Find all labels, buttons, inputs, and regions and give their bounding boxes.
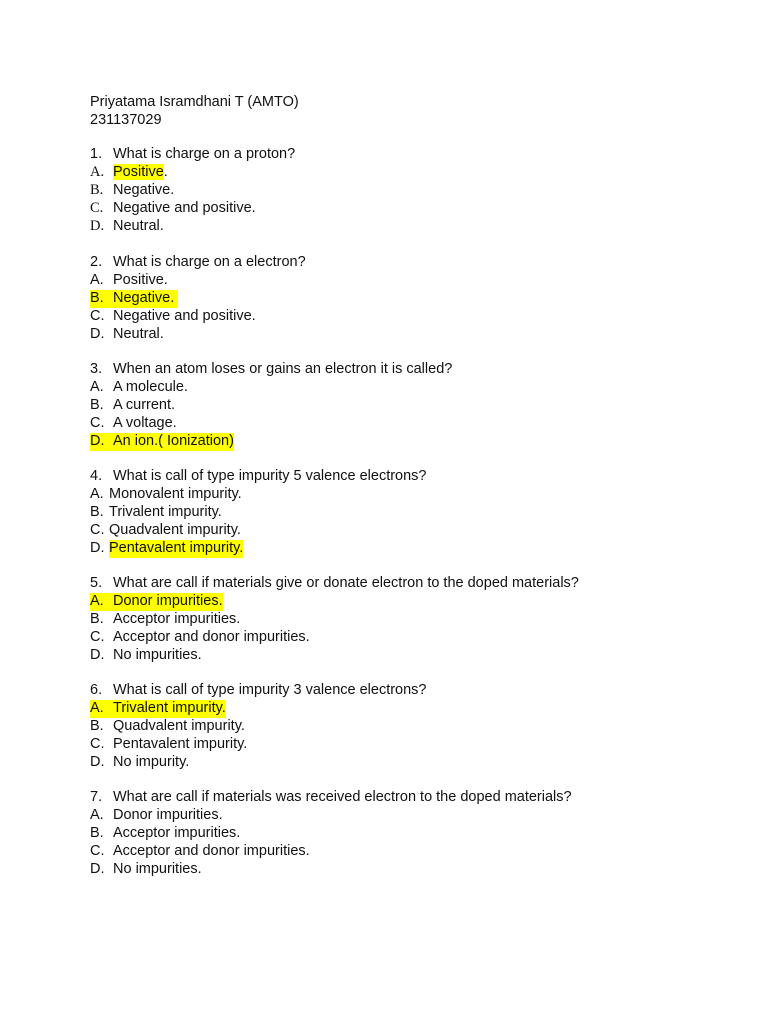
option-b [90, 504, 427, 522]
option-text: Negative and positive. [113, 307, 256, 324]
question-text: What is call of type impurity 5 valence electrons? [113, 468, 427, 484]
option-text: A current. [113, 396, 176, 413]
option-text: Positive. [113, 271, 168, 288]
highlighted-answer [90, 290, 178, 308]
option-label: C. [90, 199, 104, 216]
question-4 [90, 468, 427, 558]
question-number: 3. [90, 361, 103, 377]
option-label: B. [90, 503, 104, 520]
question-stem [90, 682, 427, 700]
option-text: Acceptor impurities. [113, 824, 241, 841]
option-label: D. [90, 539, 105, 556]
question-text: When an atom loses or gains an electron it is called? [113, 361, 453, 377]
option-label: A. [90, 485, 104, 502]
option-c [90, 308, 306, 326]
question-number: 4. [90, 468, 103, 484]
header-block [90, 93, 299, 129]
option-d [90, 433, 452, 451]
option-text: Negative. [113, 181, 175, 198]
option-text: Trivalent impurity. [113, 699, 226, 716]
option-d [90, 861, 572, 879]
question-stem [90, 361, 452, 379]
option-text: Negative and positive. [113, 199, 256, 216]
option-d [90, 218, 295, 236]
option-label: B. [90, 610, 104, 627]
option-label: B. [90, 181, 104, 198]
option-text: Acceptor impurities. [113, 610, 241, 627]
option-suffix: . [163, 163, 168, 180]
option-label: D. [90, 217, 105, 234]
option-a [90, 379, 452, 397]
highlighted-answer: Positive [113, 163, 164, 180]
option-text: No impurity. [113, 753, 190, 770]
option-text: Quadvalent impurity. [109, 521, 241, 538]
option-text: Trivalent impurity. [109, 503, 222, 520]
option-text: No impurities. [113, 860, 202, 877]
highlighted-answer: Pentavalent impurity. [109, 539, 244, 556]
option-text: Pentavalent impurity. [113, 735, 248, 752]
question-stem [90, 468, 427, 486]
student-id: 231137029 [90, 112, 162, 128]
question-stem [90, 789, 572, 807]
option-label: C. [90, 735, 105, 752]
option-b [90, 182, 295, 200]
option-label: C. [90, 521, 105, 538]
option-d [90, 540, 427, 558]
option-a [90, 272, 306, 290]
option-text: Neutral. [113, 325, 164, 342]
question-text: What is charge on a proton? [113, 146, 296, 162]
option-b [90, 397, 452, 415]
option-label: A. [90, 163, 105, 180]
option-text: A molecule. [113, 378, 188, 395]
question-number: 1. [90, 146, 103, 162]
option-label: D. [90, 860, 105, 877]
option-a [90, 700, 427, 718]
question-text: What is call of type impurity 3 valence electrons? [113, 682, 427, 698]
question-3 [90, 361, 452, 451]
question-text: What is charge on a electron? [113, 254, 306, 270]
option-label: B. [90, 396, 104, 413]
option-b [90, 718, 427, 736]
question-1 [90, 146, 295, 236]
option-b [90, 825, 572, 843]
highlighted-answer [90, 700, 226, 718]
question-number: 7. [90, 789, 103, 805]
option-a [90, 164, 295, 182]
highlighted-answer [90, 433, 234, 451]
option-label: D. [90, 753, 105, 770]
student-name: Priyatama Isramdhani T (AMTO) [90, 94, 299, 110]
option-label: C. [90, 842, 105, 859]
option-label: B. [90, 289, 104, 306]
option-text: Acceptor and donor impurities. [113, 628, 310, 645]
option-label: A. [90, 271, 104, 288]
option-label: B. [90, 717, 104, 734]
question-number: 6. [90, 682, 103, 698]
question-text: What are call if materials give or donate electron to the doped materials? [113, 575, 579, 591]
option-a [90, 593, 579, 611]
option-c [90, 736, 427, 754]
option-label: D. [90, 325, 105, 342]
option-text: Donor impurities. [113, 592, 223, 609]
option-label: C. [90, 414, 105, 431]
question-number: 2. [90, 254, 103, 270]
option-c [90, 629, 579, 647]
question-6 [90, 682, 427, 772]
option-c [90, 522, 427, 540]
option-label: C. [90, 628, 105, 645]
option-label: D. [90, 432, 105, 449]
option-label: A. [90, 699, 104, 716]
option-text: An ion.( Ionization) [113, 432, 234, 449]
question-text: What are call if materials was received electron to the doped materials? [113, 789, 572, 805]
question-2 [90, 254, 306, 344]
option-d [90, 647, 579, 665]
option-label: A. [90, 592, 104, 609]
option-text: Acceptor and donor impurities. [113, 842, 310, 859]
option-d [90, 754, 427, 772]
option-text: Donor impurities. [113, 806, 223, 823]
option-text: Monovalent impurity. [109, 485, 242, 502]
option-label: C. [90, 307, 105, 324]
option-text: Quadvalent impurity. [113, 717, 245, 734]
option-text: Neutral. [113, 217, 164, 234]
option-text: A voltage. [113, 414, 177, 431]
option-label: D. [90, 646, 105, 663]
option-c [90, 415, 452, 433]
option-text: Negative. [113, 289, 175, 306]
option-label: A. [90, 378, 104, 395]
option-text: No impurities. [113, 646, 202, 663]
question-5 [90, 575, 579, 665]
question-7 [90, 789, 572, 879]
option-a [90, 486, 427, 504]
option-d [90, 326, 306, 344]
option-c [90, 843, 572, 861]
option-c [90, 200, 295, 218]
question-stem [90, 146, 295, 164]
option-label: A. [90, 806, 104, 823]
option-b [90, 290, 306, 308]
option-a [90, 807, 572, 825]
question-stem [90, 254, 306, 272]
question-number: 5. [90, 575, 103, 591]
question-stem [90, 575, 579, 593]
option-b [90, 611, 579, 629]
highlighted-answer [90, 593, 223, 611]
option-label: B. [90, 824, 104, 841]
